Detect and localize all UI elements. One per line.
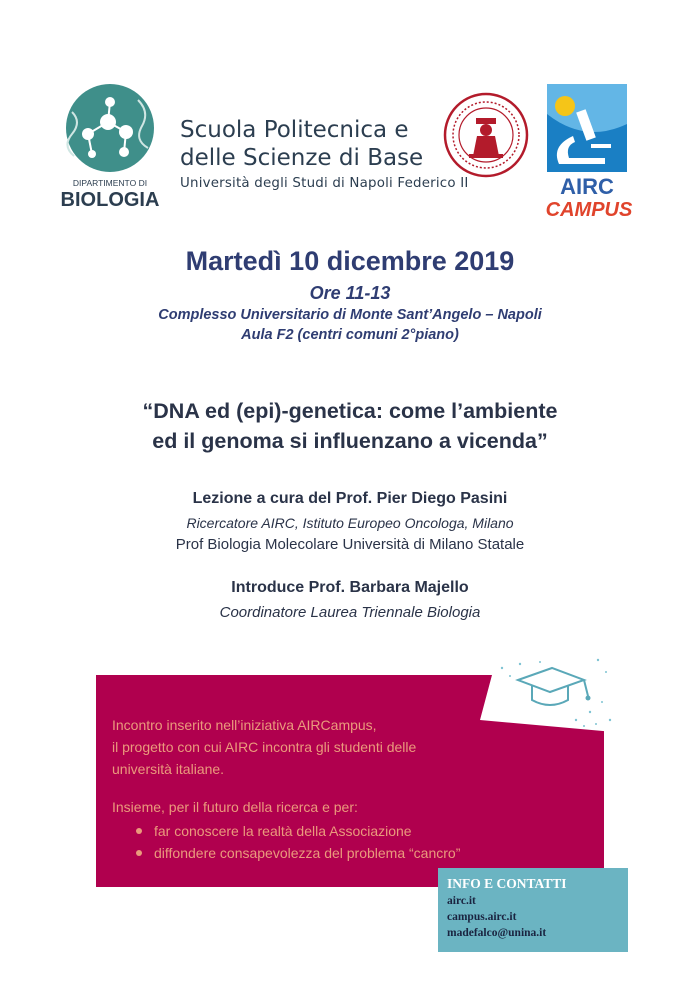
university-name: Università degli Studi di Napoli Federico II [180, 176, 469, 191]
promo-line-2: il progetto con cui AIRC incontra gli studenti delle [112, 739, 417, 755]
talk-title-line1: “DNA ed (epi)-genetica: come l’ambiente [142, 399, 558, 423]
event-room: Aula F2 (centri comuni 2°piano) [241, 327, 459, 343]
event-time: Ore 11-13 [309, 283, 391, 303]
school-name-line1: Scuola Politecnica e [180, 117, 409, 143]
event-place: Complesso Universitario di Monte Sant’Angelo – Napoli [158, 307, 542, 323]
promo-bullet-list [112, 820, 572, 864]
list-item-text: far conoscere la realtà della Associazione [154, 823, 412, 839]
list-item [136, 842, 572, 864]
department-biology-logo [58, 82, 168, 210]
airc-word: AIRC [560, 174, 614, 199]
contact-email[interactable]: madefalco@unina.it [447, 927, 547, 939]
event-date: Martedì 10 dicembre 2019 [185, 246, 515, 276]
promo-line-3: università italiane. [112, 761, 225, 777]
introducer-name: Introduce Prof. Barbara Majello [231, 579, 469, 596]
campus-word: CAMPUS [545, 199, 633, 220]
school-name-line2: delle Scienze di Base [180, 145, 424, 171]
info-title: INFO E CONTATTI [447, 876, 567, 891]
promo-text [112, 714, 572, 864]
promo-line-1: Incontro inserito nell’iniziativa AIRCampus, [112, 717, 377, 733]
airc-campus-logo [545, 84, 635, 220]
introducer-role: Coordinatore Laurea Triennale Biologia [219, 604, 481, 621]
list-item [136, 820, 572, 842]
bullet-icon [136, 850, 142, 856]
talk-title [0, 396, 700, 456]
bullet-icon [136, 828, 142, 834]
list-item-text: diffondere consapevolezza del problema “cancro” [154, 845, 461, 861]
contact-link-campus[interactable]: campus.airc.it [447, 911, 517, 923]
talk-title-line2: ed il genoma si influenzano a vicenda” [152, 429, 548, 453]
university-seal-icon [443, 92, 529, 178]
speaker-role-1: Ricercatore AIRC, Istituto Europeo Oncologa, Milano [186, 515, 514, 531]
dept-logo-label-top: DIPARTIMENTO DI [72, 178, 148, 188]
dept-logo-label-main: BIOLOGIA [60, 189, 160, 210]
promo-line-4: Insieme, per il futuro della ricerca e per: [112, 799, 358, 815]
contact-link-airc[interactable]: airc.it [447, 895, 476, 907]
speaker-role-2: Prof Biologia Molecolare Università di Milano Statale [175, 536, 525, 553]
speaker-name: Lezione a cura del Prof. Pier Diego Pasini [192, 490, 508, 507]
